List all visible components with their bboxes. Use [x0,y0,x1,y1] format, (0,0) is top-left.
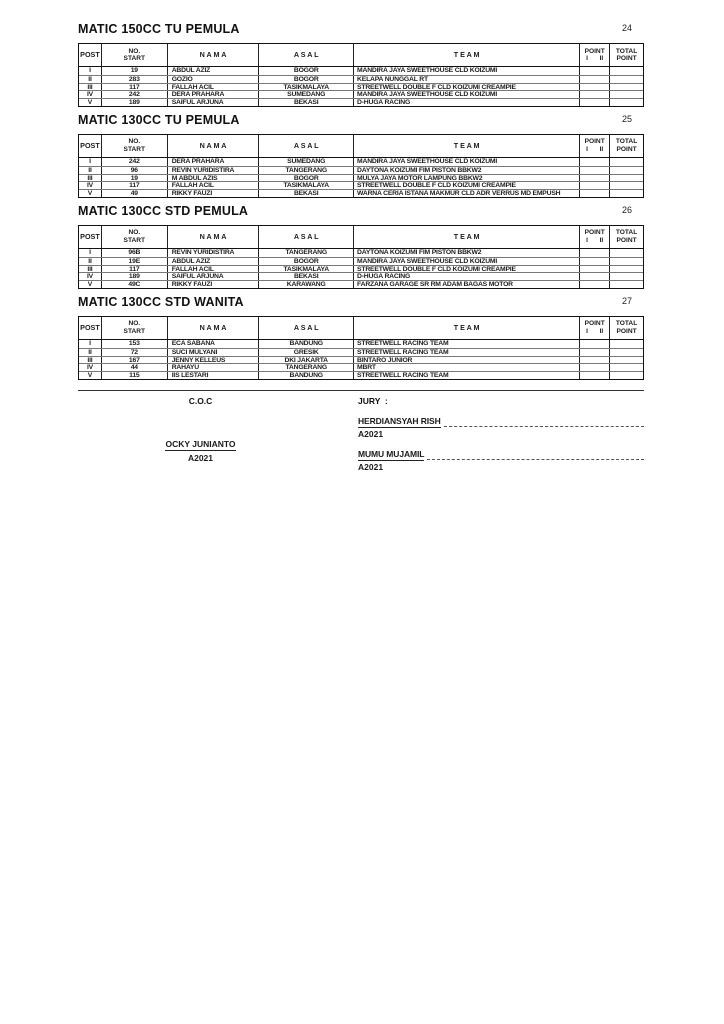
col-header-point-i: I [586,55,588,62]
cell-no-start: 19 [102,175,168,182]
cell-pos: II [79,258,102,265]
cell-no-start: 117 [102,84,168,91]
cell-nama: M ABDUL AZIS [168,175,260,182]
cell-asal: BOGOR [259,76,354,83]
cell-points [580,372,610,379]
cell-total-point [610,349,643,356]
cell-nama: RIKKY FAUZI [168,190,260,197]
cell-no-start: 72 [102,349,168,356]
coc-license-id: A2021 [187,452,214,463]
col-header-point [580,135,610,157]
col-header-nama: N A M A [168,135,260,157]
cell-total-point [610,266,643,273]
col-header-start: START [123,145,146,153]
col-header-start: START [123,236,146,244]
page-content [78,22,644,472]
cell-team: STREETWELL RACING TEAM [354,372,580,379]
cell-total-point [610,67,643,75]
table-row [79,356,643,364]
col-header-pos: POST [79,226,102,248]
cell-team: STREETWELL RACING TEAM [354,340,580,348]
col-header-total-point-label: POINT [616,236,637,244]
jury-signature-2 [358,449,644,472]
cell-no-start: 283 [102,76,168,83]
cell-team: MANDIRA JAYA SWEETHOUSE CLD KOIZUMI [354,158,580,166]
col-header-total: TOTAL [615,229,638,237]
col-header-total: TOTAL [615,320,638,328]
section-title: MATIC 150CC TU PEMULA [78,22,240,36]
table-row [79,174,643,182]
cell-nama: REVIN YURIDISTIRA [168,249,260,257]
cell-asal: KARAWANG [259,281,354,288]
cell-team: D-HUGA RACING [354,273,580,280]
table-row [79,83,643,91]
cell-team: STREETWELL DOUBLE F CLD KOIZUMI CREAMPIE [354,266,580,273]
page-number: 25 [621,113,632,124]
cell-pos: II [79,349,102,356]
cell-team: STREETWELL DOUBLE F CLD KOIZUMI CREAMPIE [354,182,580,189]
jury-signature-1 [358,416,644,439]
cell-pos: I [79,249,102,257]
results-table [78,134,644,198]
table-header-row [79,226,643,249]
cell-asal: BANDUNG [259,340,354,348]
page-number: 26 [621,204,632,215]
cell-no-start: 189 [102,99,168,106]
cell-pos: III [79,266,102,273]
cell-points [580,258,610,265]
cell-no-start: 49C [102,281,168,288]
coc-signature [78,434,323,463]
cell-total-point [610,357,643,364]
cell-pos: IV [79,182,102,189]
table-row [79,257,643,265]
section-header [78,204,644,218]
cell-team: BINTARO JUNIOR [354,357,580,364]
cell-total-point [610,372,643,379]
col-header-no: NO. [128,138,141,146]
col-header-total-point [610,44,643,66]
col-header-start: START [123,55,146,62]
results-table [78,43,644,107]
cell-nama: ABDUL AZIZ [168,67,260,75]
table-row [79,272,643,280]
cell-points [580,364,610,371]
cell-points [580,76,610,83]
cell-no-start: 19 [102,67,168,75]
col-header-point-label: POINT [584,320,605,328]
section-header [78,295,644,309]
cell-no-start: 153 [102,340,168,348]
section-title: MATIC 130CC TU PEMULA [78,112,240,127]
cell-asal: BOGOR [259,67,354,75]
col-header-no-start [102,135,168,157]
cell-team: STREETWELL RACING TEAM [354,349,580,356]
cell-pos: IV [79,273,102,280]
col-header-total: TOTAL [615,47,638,55]
cell-points [580,91,610,98]
section-matic-150cc-tu-pemula [78,22,644,107]
cell-team: MBRT [354,364,580,371]
cell-nama: FALLAH ACIL [168,266,260,273]
jury-column [358,396,644,472]
cell-total-point [610,167,643,174]
page-number: 27 [621,295,632,306]
cell-nama: FALLAH ACIL [168,182,260,189]
col-header-start: START [123,327,146,335]
cell-total-point [610,364,643,371]
col-header-asal: A S A L [259,44,354,66]
cell-asal: BEKASI [259,273,354,280]
col-header-asal: A S A L [259,317,354,339]
col-header-nama: N A M A [168,226,260,248]
col-header-point-ii: II [599,55,604,62]
cell-nama: REVIN YURIDISTIRA [168,167,260,174]
table-row [79,280,643,288]
col-header-point-ii: II [599,236,604,244]
section-title: MATIC 130CC STD PEMULA [78,203,249,218]
cell-pos: I [79,67,102,75]
cell-nama: RIKKY FAUZI [168,281,260,288]
col-header-nama: N A M A [168,44,260,66]
cell-team: MULYA JAYA MOTOR LAMPUNG BBKW2 [354,175,580,182]
cell-no-start: 19E [102,258,168,265]
table-header-row [79,44,643,67]
cell-total-point [610,99,643,106]
cell-no-start: 117 [102,266,168,273]
cell-pos: III [79,175,102,182]
col-header-total-point-label: POINT [616,145,637,153]
cell-nama: DERA PRAHARA [168,158,260,166]
col-header-point-sub [580,146,609,154]
cell-asal: TANGERANG [259,167,354,174]
col-header-point-ii: II [599,327,604,335]
cell-no-start: 167 [102,357,168,364]
cell-points [580,67,610,75]
cell-pos: V [79,281,102,288]
col-header-no: NO. [128,320,141,328]
cell-no-start: 242 [102,158,168,166]
col-header-point-i: I [586,236,588,244]
section-title: MATIC 130CC STD WANITA [78,294,244,309]
col-header-total-point [610,317,643,339]
table-row [79,98,643,106]
col-header-total-point-label: POINT [616,327,637,335]
cell-pos: I [79,158,102,166]
coc-column [78,396,323,472]
cell-pos: II [79,76,102,83]
jury-1-name: HERDIANSYAH RISH [358,415,441,426]
cell-nama: RAHAYU [168,364,260,371]
col-header-team: T E A M [354,135,580,157]
table-row [79,158,643,166]
cell-total-point [610,273,643,280]
cell-points [580,167,610,174]
jury-label: JURY : [358,395,388,406]
signature-section [78,391,644,472]
cell-asal: BEKASI [259,190,354,197]
cell-points [580,158,610,166]
cell-no-start: 96B [102,249,168,257]
cell-team: FARZANA GARAGE SR RM ADAM BAGAS MOTOR [354,281,580,288]
cell-points [580,357,610,364]
col-header-total-point [610,135,643,157]
col-header-point [580,226,610,248]
table-row [79,363,643,371]
col-header-point-label: POINT [584,47,605,55]
col-header-no-start [102,226,168,248]
col-header-point-ii: II [599,145,604,153]
cell-pos: V [79,190,102,197]
cell-asal: TASIKMALAYA [259,182,354,189]
cell-no-start: 117 [102,182,168,189]
signature-line [358,449,644,461]
col-header-no-start [102,44,168,66]
cell-pos: III [79,357,102,364]
cell-total-point [610,91,643,98]
col-header-point-i: I [586,145,588,153]
cell-team: KELAPA NUNGGAL RT [354,76,580,83]
col-header-point-i: I [586,327,588,335]
table-header-row [79,317,643,340]
col-header-asal: A S A L [259,135,354,157]
cell-nama: ABDUL AZIZ [168,258,260,265]
col-header-no: NO. [128,229,141,237]
results-table [78,225,644,289]
table-row [79,249,643,257]
section-matic-130cc-std-wanita [78,295,644,380]
col-header-point-sub [580,55,609,63]
cell-total-point [610,182,643,189]
page-number: 24 [621,23,632,33]
cell-nama: SAIFUL ARJUNA [168,273,260,280]
col-header-point-label: POINT [584,229,605,237]
cell-team: DAYTONA KOIZUMI FIM PISTON BBKW2 [354,249,580,257]
section-matic-130cc-std-pemula [78,204,644,289]
col-header-total: TOTAL [615,138,638,146]
col-header-point-sub [580,237,609,245]
table-row [79,75,643,83]
cell-total-point [610,249,643,257]
table-header-row [79,135,643,158]
results-table [78,316,644,380]
table-row [79,371,643,379]
cell-pos: V [79,99,102,106]
table-row [79,181,643,189]
table-row [79,340,643,348]
col-header-point [580,44,610,66]
table-row [79,90,643,98]
cell-no-start: 189 [102,273,168,280]
cell-no-start: 115 [102,372,168,379]
cell-asal: TASIKMALAYA [259,84,354,91]
signature-line [358,416,644,428]
cell-nama: IIS LESTARI [168,372,260,379]
col-header-asal: A S A L [259,226,354,248]
jury-1-license-id: A2021 [358,428,384,439]
cell-total-point [610,281,643,288]
jury-2-license-id: A2021 [358,461,384,472]
table-row [79,67,643,75]
cell-total-point [610,84,643,91]
cell-asal: SUMEDANG [259,158,354,166]
cell-nama: FALLAH ACIL [168,84,260,91]
cell-pos: IV [79,91,102,98]
section-header [78,113,644,127]
cell-total-point [610,175,643,182]
cell-no-start: 44 [102,364,168,371]
cell-total-point [610,340,643,348]
cell-asal: BOGOR [259,258,354,265]
cell-nama: JENNY KELLEUS [168,357,260,364]
col-header-no-start [102,317,168,339]
col-header-team: T E A M [354,317,580,339]
cell-pos: I [79,340,102,348]
col-header-total-point [610,226,643,248]
cell-points [580,182,610,189]
cell-asal: TASIKMALAYA [259,266,354,273]
cell-points [580,340,610,348]
cell-no-start: 49 [102,190,168,197]
signature-dashed-line [427,459,644,460]
cell-points [580,273,610,280]
coc-label: C.O.C [188,395,213,406]
cell-team: WARNA CERIA ISTANA MAKMUR CLD ADR VERRUS MD EMPUSH [354,190,580,197]
cell-pos: V [79,372,102,379]
cell-no-start: 96 [102,167,168,174]
cell-asal: DKI JAKARTA [259,357,354,364]
cell-nama: DERA PRAHARA [168,91,260,98]
section-header [78,22,644,36]
cell-points [580,190,610,197]
table-row [79,189,643,197]
cell-team: DAYTONA KOIZUMI FIM PISTON BBKW2 [354,167,580,174]
cell-asal: BEKASI [259,99,354,106]
cell-team: MANDIRA JAYA SWEETHOUSE CLD KOIZUMI [354,91,580,98]
cell-total-point [610,190,643,197]
cell-points [580,84,610,91]
col-header-team: T E A M [354,44,580,66]
cell-team: MANDIRA JAYA SWEETHOUSE CLD KOIZUMI [354,67,580,75]
cell-nama: ECA SABANA [168,340,260,348]
cell-nama: SAIFUL ARJUNA [168,99,260,106]
cell-points [580,99,610,106]
cell-team: MANDIRA JAYA SWEETHOUSE CLD KOIZUMI [354,258,580,265]
jury-2-name: MUMU MUJAMIL [358,448,425,459]
cell-pos: IV [79,364,102,371]
cell-pos: III [79,84,102,91]
col-header-point-label: POINT [584,138,605,146]
col-header-pos: POST [79,317,102,339]
cell-points [580,249,610,257]
col-header-team: T E A M [354,226,580,248]
col-header-pos: POST [79,135,102,157]
cell-points [580,349,610,356]
cell-nama: SUCI MULYANI [168,349,260,356]
coc-name: OCKY JUNIANTO [165,438,236,449]
col-header-pos: POST [79,44,102,66]
cell-total-point [610,258,643,265]
cell-no-start: 242 [102,91,168,98]
cell-asal: BANDUNG [259,372,354,379]
cell-points [580,266,610,273]
col-header-nama: N A M A [168,317,260,339]
table-row [79,265,643,273]
col-header-total-point-label: POINT [616,55,637,62]
cell-total-point [610,158,643,166]
cell-asal: SUMEDANG [259,91,354,98]
table-row [79,166,643,174]
cell-team: D-HUGA RACING [354,99,580,106]
cell-asal: TANGERANG [259,249,354,257]
cell-asal: TANGERANG [259,364,354,371]
col-header-point [580,317,610,339]
cell-nama: GOZIO [168,76,260,83]
col-header-no: NO. [128,47,141,55]
cell-points [580,175,610,182]
cell-total-point [610,76,643,83]
cell-asal: GRESIK [259,349,354,356]
cell-team: STREETWELL DOUBLE F CLD KOIZUMI CREAMPIE [354,84,580,91]
cell-points [580,281,610,288]
col-header-point-sub [580,328,609,336]
table-row [79,348,643,356]
cell-pos: II [79,167,102,174]
cell-asal: BOGOR [259,175,354,182]
signature-dashed-line [444,426,644,427]
section-matic-130cc-tu-pemula [78,113,644,198]
